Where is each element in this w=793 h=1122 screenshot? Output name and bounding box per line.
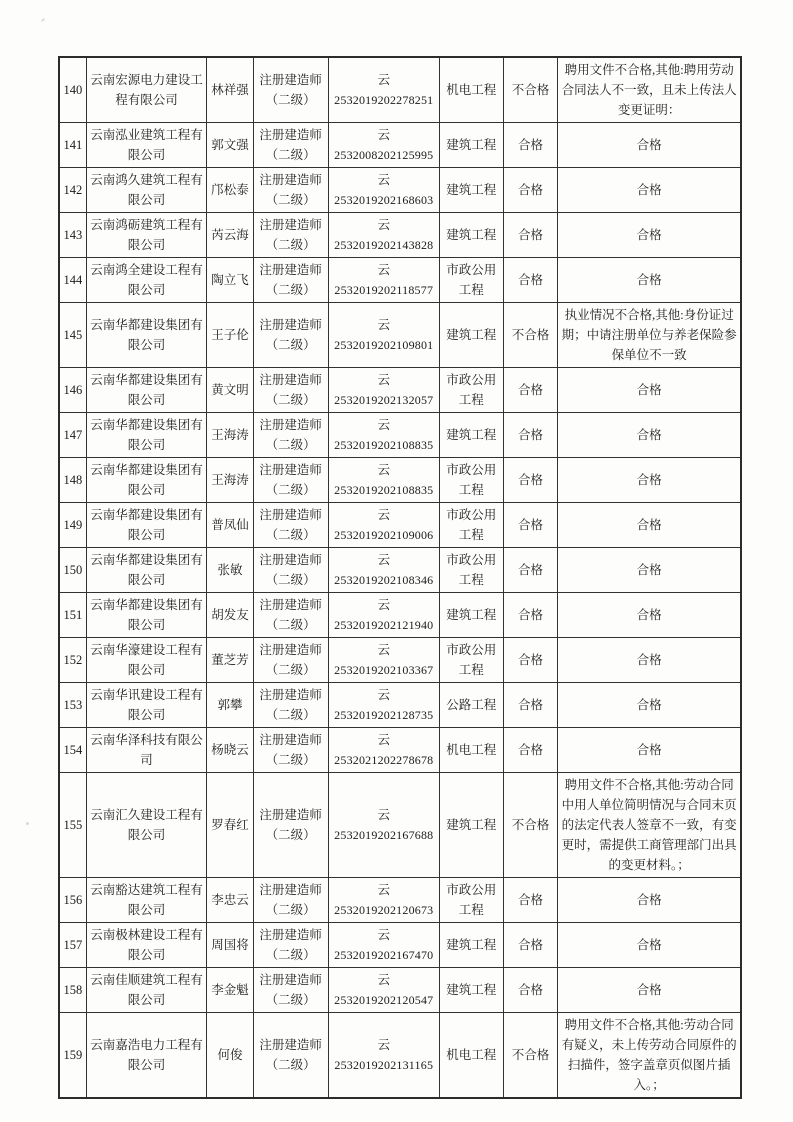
cell-remark: 聘用文件不合格,其他:劳动合同有疑义，未上传劳动合同原件的扫描件，签字盖章页似图片插入。； <box>558 1013 741 1099</box>
table-row <box>59 968 741 1013</box>
certificate-region: 云 <box>377 973 391 987</box>
registration-level-line: （二级） <box>265 338 316 352</box>
cell-registration-type <box>253 303 328 368</box>
registration-type-line: 注册建造师 <box>259 883 322 897</box>
cell-major: 市政公用工程 <box>439 458 503 503</box>
cell-check-result: 合格 <box>503 683 558 728</box>
certificate-number: 2532019202278251 <box>334 93 434 107</box>
cell-person-name: 张敏 <box>207 548 254 593</box>
cell-person-name: 陶立飞 <box>207 258 254 303</box>
registration-type-line: 注册建造师 <box>259 263 322 277</box>
table-row <box>59 368 741 413</box>
cell-registration-type <box>253 123 328 168</box>
registration-level-line: （二级） <box>265 903 316 917</box>
cell-certificate-number <box>328 773 439 878</box>
table-row <box>59 503 741 548</box>
cell-registration-type <box>253 503 328 548</box>
cell-certificate-number <box>328 923 439 968</box>
cell-remark: 合格 <box>558 168 741 213</box>
table-row <box>59 258 741 303</box>
certificate-number: 2532019202108346 <box>334 573 434 587</box>
certificate-number: 2532008202125995 <box>334 148 434 162</box>
cell-serial-number: 140 <box>59 57 86 123</box>
registration-level-line: （二级） <box>265 948 316 962</box>
cell-serial-number: 154 <box>59 728 86 773</box>
cell-company-name: 云南华都建设集团有限公司 <box>86 413 206 458</box>
cell-person-name: 邝松泰 <box>207 168 254 213</box>
registration-type-line: 注册建造师 <box>259 418 322 432</box>
cell-person-name: 胡发友 <box>207 593 254 638</box>
cell-person-name: 董芝芳 <box>207 638 254 683</box>
table-row <box>59 57 741 123</box>
cell-serial-number: 159 <box>59 1013 86 1099</box>
cell-certificate-number <box>328 548 439 593</box>
cell-person-name: 王海涛 <box>207 458 254 503</box>
table-row <box>59 413 741 458</box>
cell-person-name: 杨晓云 <box>207 728 254 773</box>
certificate-region: 云 <box>377 508 391 522</box>
table-row <box>59 773 741 878</box>
cell-serial-number: 151 <box>59 593 86 638</box>
cell-serial-number: 144 <box>59 258 86 303</box>
table-row <box>59 728 741 773</box>
certificate-number: 2532019202121940 <box>334 618 434 632</box>
registration-type-line: 注册建造师 <box>259 218 322 232</box>
cell-registration-type <box>253 413 328 458</box>
cell-serial-number: 156 <box>59 878 86 923</box>
cell-check-result: 合格 <box>503 548 558 593</box>
cell-major: 市政公用工程 <box>439 368 503 413</box>
cell-check-result: 合格 <box>503 503 558 548</box>
cell-check-result: 合格 <box>503 213 558 258</box>
registration-level-line: （二级） <box>265 528 316 542</box>
cell-company-name: 云南华都建设集团有限公司 <box>86 503 206 548</box>
cell-check-result: 合格 <box>503 368 558 413</box>
cell-check-result: 合格 <box>503 878 558 923</box>
cell-remark: 合格 <box>558 878 741 923</box>
cell-registration-type <box>253 593 328 638</box>
cell-registration-type <box>253 923 328 968</box>
cell-person-name: 王海涛 <box>207 413 254 458</box>
cell-serial-number: 147 <box>59 413 86 458</box>
cell-company-name: 云南泓业建筑工程有限公司 <box>86 123 206 168</box>
certificate-region: 云 <box>377 128 391 142</box>
cell-major: 机电工程 <box>439 1013 503 1099</box>
cell-registration-type <box>253 168 328 213</box>
cell-serial-number: 153 <box>59 683 86 728</box>
cell-major: 建筑工程 <box>439 968 503 1013</box>
cell-certificate-number <box>328 968 439 1013</box>
cell-company-name: 云南华泽科技有限公司 <box>86 728 206 773</box>
cell-certificate-number <box>328 878 439 923</box>
cell-major: 市政公用工程 <box>439 548 503 593</box>
cell-company-name: 云南华都建设集团有限公司 <box>86 458 206 503</box>
cell-certificate-number <box>328 683 439 728</box>
registration-type-line: 注册建造师 <box>259 318 322 332</box>
certificate-region: 云 <box>377 643 391 657</box>
cell-remark: 合格 <box>558 123 741 168</box>
cell-person-name: 王子伦 <box>207 303 254 368</box>
cell-company-name: 云南鸿久建筑工程有限公司 <box>86 168 206 213</box>
table-row <box>59 213 741 258</box>
registration-type-line: 注册建造师 <box>259 1038 322 1052</box>
certificate-number: 2532019202168603 <box>334 193 434 207</box>
certificate-region: 云 <box>377 808 391 822</box>
registration-level-line: （二级） <box>265 753 316 767</box>
cell-major: 建筑工程 <box>439 413 503 458</box>
cell-person-name: 黄文明 <box>207 368 254 413</box>
scan-speck <box>41 18 45 22</box>
table-body <box>59 57 741 1098</box>
cell-remark: 合格 <box>558 968 741 1013</box>
cell-serial-number: 148 <box>59 458 86 503</box>
certificate-number: 2532019202120547 <box>334 993 434 1007</box>
cell-company-name: 云南鸿全建设工程有限公司 <box>86 258 206 303</box>
registration-type-line: 注册建造师 <box>259 73 322 87</box>
certificate-number: 2532019202167688 <box>334 828 434 842</box>
registration-type-line: 注册建造师 <box>259 928 322 942</box>
registration-type-line: 注册建造师 <box>259 598 322 612</box>
cell-certificate-number <box>328 303 439 368</box>
certificate-number: 2532019202108835 <box>334 483 434 497</box>
cell-remark: 执业情况不合格,其他:身份证过期；中请注册单位与养老保险参保单位不一致 <box>558 303 741 368</box>
certificate-number: 2532019202103367 <box>334 663 434 677</box>
cell-remark: 聘用文件不合格,其他:聘用劳动合同法人不一致，且未上传法人变更证明： <box>558 57 741 123</box>
certificate-number: 2532019202143828 <box>334 238 434 252</box>
cell-serial-number: 141 <box>59 123 86 168</box>
cell-major: 建筑工程 <box>439 303 503 368</box>
cell-person-name: 李金魁 <box>207 968 254 1013</box>
cell-company-name: 云南华讯建设工程有限公司 <box>86 683 206 728</box>
cell-major: 建筑工程 <box>439 123 503 168</box>
registration-level-line: （二级） <box>265 93 316 107</box>
cell-remark: 聘用文件不合格,其他:劳动合同中用人单位简明情况与合同末页的法定代表人签章不一致，有变更时，需提供工商管理部门出具的变更材料。； <box>558 773 741 878</box>
cell-company-name: 云南华都建设集团有限公司 <box>86 368 206 413</box>
cell-major: 建筑工程 <box>439 773 503 878</box>
registration-level-line: （二级） <box>265 193 316 207</box>
cell-serial-number: 152 <box>59 638 86 683</box>
registration-type-line: 注册建造师 <box>259 643 322 657</box>
registration-type-line: 注册建造师 <box>259 733 322 747</box>
cell-certificate-number <box>328 368 439 413</box>
table-row <box>59 458 741 503</box>
registration-level-line: （二级） <box>265 618 316 632</box>
registration-type-line: 注册建造师 <box>259 373 322 387</box>
table-row <box>59 878 741 923</box>
cell-registration-type <box>253 57 328 123</box>
cell-major: 建筑工程 <box>439 168 503 213</box>
registration-level-line: （二级） <box>265 708 316 722</box>
registration-level-line: （二级） <box>265 283 316 297</box>
cell-serial-number: 146 <box>59 368 86 413</box>
cell-check-result: 合格 <box>503 968 558 1013</box>
registration-type-line: 注册建造师 <box>259 463 322 477</box>
cell-company-name: 云南嘉浩电力工程有限公司 <box>86 1013 206 1099</box>
table-row <box>59 123 741 168</box>
cell-serial-number: 155 <box>59 773 86 878</box>
cell-check-result: 合格 <box>503 593 558 638</box>
cell-remark: 合格 <box>558 728 741 773</box>
certificate-region: 云 <box>377 318 391 332</box>
cell-company-name: 云南华都建设集团有限公司 <box>86 548 206 593</box>
registration-type-line: 注册建造师 <box>259 808 322 822</box>
cell-major: 建筑工程 <box>439 213 503 258</box>
cell-major: 机电工程 <box>439 57 503 123</box>
cell-person-name: 周国将 <box>207 923 254 968</box>
certificate-number: 2532019202167470 <box>334 948 434 962</box>
cell-remark: 合格 <box>558 593 741 638</box>
cell-certificate-number <box>328 258 439 303</box>
certificate-region: 云 <box>377 598 391 612</box>
cell-person-name: 普凤仙 <box>207 503 254 548</box>
registration-level-line: （二级） <box>265 573 316 587</box>
cell-major: 机电工程 <box>439 728 503 773</box>
cell-certificate-number <box>328 728 439 773</box>
cell-certificate-number <box>328 168 439 213</box>
cell-company-name: 云南汇久建设工程有限公司 <box>86 773 206 878</box>
cell-check-result: 合格 <box>503 638 558 683</box>
cell-certificate-number <box>328 638 439 683</box>
cell-registration-type <box>253 1013 328 1099</box>
cell-company-name: 云南极林建设工程有限公司 <box>86 923 206 968</box>
certificate-region: 云 <box>377 688 391 702</box>
certificate-number: 2532021202278678 <box>334 753 434 767</box>
scan-speck <box>26 822 29 825</box>
cell-major: 公路工程 <box>439 683 503 728</box>
registration-level-line: （二级） <box>265 393 316 407</box>
cell-person-name: 罗春红 <box>207 773 254 878</box>
table-row <box>59 1013 741 1099</box>
certificate-number: 2532019202108835 <box>334 438 434 452</box>
cell-remark: 合格 <box>558 638 741 683</box>
cell-certificate-number <box>328 593 439 638</box>
certificate-number: 2532019202109801 <box>334 338 434 352</box>
registration-type-line: 注册建造师 <box>259 973 322 987</box>
cell-serial-number: 143 <box>59 213 86 258</box>
table-row <box>59 638 741 683</box>
cell-check-result: 不合格 <box>503 303 558 368</box>
cell-certificate-number <box>328 123 439 168</box>
cell-major: 市政公用工程 <box>439 503 503 548</box>
cell-person-name: 何俊 <box>207 1013 254 1099</box>
certificate-number: 2532019202120673 <box>334 903 434 917</box>
registration-level-line: （二级） <box>265 438 316 452</box>
registration-level-line: （二级） <box>265 483 316 497</box>
cell-check-result: 合格 <box>503 168 558 213</box>
cell-person-name: 芮云海 <box>207 213 254 258</box>
certificate-number: 2532019202132057 <box>334 393 434 407</box>
certificate-region: 云 <box>377 418 391 432</box>
cell-major: 市政公用工程 <box>439 878 503 923</box>
cell-check-result: 合格 <box>503 728 558 773</box>
cell-company-name: 云南佳顺建筑工程有限公司 <box>86 968 206 1013</box>
cell-registration-type <box>253 878 328 923</box>
cell-person-name: 郭文强 <box>207 123 254 168</box>
registration-type-line: 注册建造师 <box>259 128 322 142</box>
cell-check-result: 不合格 <box>503 773 558 878</box>
registration-type-line: 注册建造师 <box>259 553 322 567</box>
cell-registration-type <box>253 683 328 728</box>
cell-remark: 合格 <box>558 368 741 413</box>
cell-major: 市政公用工程 <box>439 638 503 683</box>
table-row <box>59 593 741 638</box>
certificate-region: 云 <box>377 1038 391 1052</box>
cell-remark: 合格 <box>558 458 741 503</box>
registration-level-line: （二级） <box>265 238 316 252</box>
cell-remark: 合格 <box>558 548 741 593</box>
cell-certificate-number <box>328 1013 439 1099</box>
cell-company-name: 云南华都建设集团有限公司 <box>86 303 206 368</box>
cell-remark: 合格 <box>558 923 741 968</box>
table-row <box>59 923 741 968</box>
cell-major: 建筑工程 <box>439 923 503 968</box>
certificate-region: 云 <box>377 263 391 277</box>
cell-registration-type <box>253 458 328 503</box>
cell-registration-type <box>253 368 328 413</box>
cell-certificate-number <box>328 413 439 458</box>
cell-person-name: 林祥强 <box>207 57 254 123</box>
cell-company-name: 云南豁达建筑工程有限公司 <box>86 878 206 923</box>
cell-certificate-number <box>328 458 439 503</box>
cell-remark: 合格 <box>558 213 741 258</box>
cell-serial-number: 157 <box>59 923 86 968</box>
cell-registration-type <box>253 968 328 1013</box>
certificate-number: 2532019202109006 <box>334 528 434 542</box>
cell-check-result: 合格 <box>503 458 558 503</box>
cell-certificate-number <box>328 503 439 548</box>
certificate-region: 云 <box>377 883 391 897</box>
registration-level-line: （二级） <box>265 828 316 842</box>
registration-type-line: 注册建造师 <box>259 173 322 187</box>
cell-remark: 合格 <box>558 413 741 458</box>
registration-type-line: 注册建造师 <box>259 508 322 522</box>
registration-level-line: （二级） <box>265 993 316 1007</box>
cell-check-result: 合格 <box>503 258 558 303</box>
table-row <box>59 303 741 368</box>
table-row <box>59 168 741 213</box>
certificate-region: 云 <box>377 218 391 232</box>
certificate-number: 2532019202128735 <box>334 708 434 722</box>
certificate-region: 云 <box>377 553 391 567</box>
registration-level-line: （二级） <box>265 1058 316 1072</box>
registration-type-line: 注册建造师 <box>259 688 322 702</box>
cell-serial-number: 150 <box>59 548 86 593</box>
cell-company-name: 云南华都建设集团有限公司 <box>86 593 206 638</box>
cell-major: 建筑工程 <box>439 593 503 638</box>
cell-registration-type <box>253 548 328 593</box>
certificate-number: 2532019202118577 <box>334 283 434 297</box>
cell-remark: 合格 <box>558 258 741 303</box>
table-row <box>59 683 741 728</box>
certificate-region: 云 <box>377 463 391 477</box>
registration-level-line: （二级） <box>265 663 316 677</box>
cell-check-result: 合格 <box>503 413 558 458</box>
cell-check-result: 不合格 <box>503 1013 558 1099</box>
cell-registration-type <box>253 258 328 303</box>
cell-registration-type <box>253 638 328 683</box>
cell-company-name: 云南宏源电力建设工程有限公司 <box>86 57 206 123</box>
certificate-region: 云 <box>377 73 391 87</box>
cell-remark: 合格 <box>558 683 741 728</box>
qualification-check-results-table <box>58 56 742 1099</box>
cell-company-name: 云南鸿砺建筑工程有限公司 <box>86 213 206 258</box>
cell-serial-number: 142 <box>59 168 86 213</box>
cell-certificate-number <box>328 213 439 258</box>
cell-registration-type <box>253 773 328 878</box>
table-row <box>59 548 741 593</box>
cell-person-name: 李忠云 <box>207 878 254 923</box>
cell-company-name: 云南华濠建设工程有限公司 <box>86 638 206 683</box>
certificate-region: 云 <box>377 928 391 942</box>
certificate-region: 云 <box>377 173 391 187</box>
cell-registration-type <box>253 213 328 258</box>
cell-person-name: 郭攀 <box>207 683 254 728</box>
cell-check-result: 合格 <box>503 923 558 968</box>
certificate-region: 云 <box>377 373 391 387</box>
certificate-region: 云 <box>377 733 391 747</box>
cell-remark: 合格 <box>558 503 741 548</box>
certificate-number: 2532019202131165 <box>334 1058 434 1072</box>
cell-registration-type <box>253 728 328 773</box>
cell-check-result: 不合格 <box>503 57 558 123</box>
cell-serial-number: 145 <box>59 303 86 368</box>
cell-major: 市政公用工程 <box>439 258 503 303</box>
cell-serial-number: 149 <box>59 503 86 548</box>
registration-level-line: （二级） <box>265 148 316 162</box>
cell-certificate-number <box>328 57 439 123</box>
cell-serial-number: 158 <box>59 968 86 1013</box>
cell-check-result: 合格 <box>503 123 558 168</box>
